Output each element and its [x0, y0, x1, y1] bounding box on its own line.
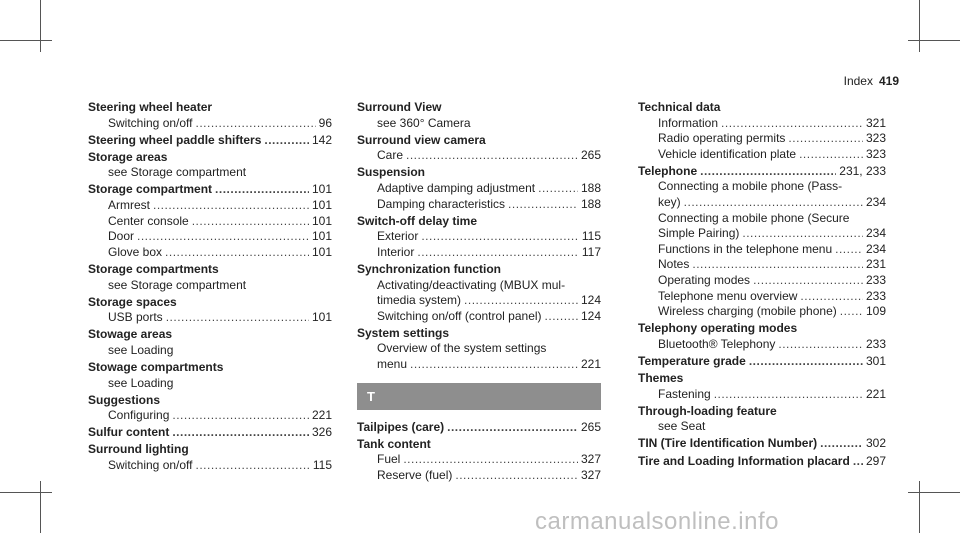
page-reference[interactable]: 96	[318, 115, 332, 130]
dot-leader	[545, 309, 578, 325]
crop-mark	[908, 492, 960, 493]
index-subentry[interactable]	[357, 293, 601, 309]
dot-leader	[753, 273, 863, 289]
page-reference[interactable]: 301	[865, 354, 886, 368]
index-subentry[interactable]	[88, 458, 332, 474]
entry-text: see Loading	[108, 375, 174, 390]
entry-text: Functions in the telephone menu	[658, 241, 833, 256]
dot-leader	[192, 214, 309, 230]
dot-leader	[196, 458, 310, 474]
entry-text: Telephone	[638, 163, 698, 178]
index-subentry	[357, 341, 601, 357]
dot-leader	[172, 425, 309, 441]
dot-leader	[464, 293, 578, 309]
entry-text: Information	[658, 115, 719, 130]
entry-text: Overview of the system settings	[377, 341, 547, 356]
entry-text: System settings	[357, 325, 450, 340]
index-entry	[88, 295, 332, 311]
entry-text: Synchronization function	[357, 261, 501, 276]
entry-text: Glove box	[108, 244, 163, 259]
dot-leader	[137, 229, 309, 245]
index-subentry[interactable]	[638, 304, 886, 320]
entry-text: Surround view camera	[357, 132, 486, 147]
entry-text: Tailpipes (care)	[357, 419, 445, 434]
page-reference[interactable]: 101	[311, 310, 332, 325]
section-letter-bar: T	[357, 383, 601, 410]
entry-text: Stowage areas	[88, 327, 173, 342]
entry-text: Storage spaces	[88, 294, 177, 309]
page-reference[interactable]: 221	[865, 386, 886, 401]
page-reference[interactable]: 302	[865, 436, 886, 451]
entry-text: see 360° Camera	[377, 115, 471, 130]
index-subentry[interactable]	[88, 310, 332, 326]
index-entry	[357, 165, 601, 181]
index-subentry	[88, 165, 332, 181]
crop-mark	[40, 0, 41, 52]
dot-leader	[788, 131, 863, 147]
dot-leader	[700, 164, 836, 180]
entry-text: Switching on/off	[108, 115, 193, 130]
entry-text: Notes	[658, 257, 690, 272]
entry-text: Suspension	[357, 165, 426, 180]
page-reference[interactable]: 321	[865, 115, 886, 130]
dot-leader	[799, 147, 863, 163]
entry-text: Bluetooth® Telephony	[658, 336, 776, 351]
entry-text: Vehicle identification plate	[658, 146, 797, 161]
index-subentry[interactable]	[638, 131, 886, 147]
page-reference[interactable]: 142	[311, 132, 332, 147]
index-entry	[88, 442, 332, 458]
index-entry	[88, 262, 332, 278]
index-entry	[88, 360, 332, 376]
entry-text: Temperature grade	[638, 354, 746, 368]
page-reference[interactable]: 221	[580, 357, 601, 371]
index-entry	[638, 404, 886, 420]
dot-leader	[800, 289, 863, 305]
page-reference[interactable]: 327	[580, 467, 601, 482]
entry-text: Configuring	[108, 408, 170, 423]
page-reference[interactable]: 124	[580, 308, 601, 323]
entry-text: Operating modes	[658, 273, 751, 288]
index-entry[interactable]	[638, 436, 886, 452]
index-entry	[357, 326, 601, 342]
crop-mark	[919, 0, 920, 52]
index-subentry[interactable]	[357, 468, 601, 484]
entry-text: Storage compartment	[88, 182, 213, 197]
entry-text: Tank content	[357, 436, 431, 451]
entry-text: Telephone menu overview	[658, 288, 798, 303]
dot-leader	[749, 354, 863, 370]
index-subentry[interactable]	[357, 357, 601, 373]
entry-text: see Storage compartment	[108, 165, 247, 180]
index-subentry[interactable]	[638, 226, 886, 242]
index-entry	[638, 100, 886, 116]
index-entry	[88, 150, 332, 166]
index-entry	[357, 133, 601, 149]
index-subentry	[638, 179, 886, 195]
entry-text: see Loading	[108, 342, 174, 357]
page-reference[interactable]: 115	[312, 458, 332, 473]
crop-mark	[919, 481, 920, 533]
page-reference[interactable]: 124	[580, 293, 601, 308]
dot-leader	[421, 229, 579, 245]
index-subentry	[638, 211, 886, 227]
entry-text: Switching on/off	[108, 458, 193, 473]
dot-leader	[538, 181, 578, 197]
index-subentry[interactable]	[357, 452, 601, 468]
page-header	[844, 74, 899, 88]
page-reference[interactable]: 101	[311, 244, 332, 259]
entry-text: TIN (Tire Identification Number)	[638, 436, 818, 451]
index-subentry[interactable]	[638, 387, 886, 403]
index-entry[interactable]	[88, 182, 332, 198]
page-number: 419	[878, 74, 899, 88]
dot-leader	[403, 452, 578, 468]
entry-text: Fuel	[377, 452, 401, 467]
dot-leader	[172, 408, 309, 424]
entry-text: Themes	[638, 371, 684, 386]
index-column-3	[638, 100, 886, 469]
index-entry	[638, 321, 886, 337]
index-subentry[interactable]	[638, 195, 886, 211]
index-subentry[interactable]	[638, 289, 886, 305]
entry-text: Steering wheel heater	[88, 100, 213, 114]
entry-text: Stowage compartments	[88, 360, 224, 374]
index-subentry[interactable]	[88, 229, 332, 245]
page-reference[interactable]: 233	[865, 288, 886, 303]
page-reference[interactable]: 101	[311, 229, 332, 244]
dot-leader	[447, 420, 578, 436]
entry-text: USB ports	[108, 310, 163, 325]
index-subentry[interactable]	[638, 147, 886, 163]
entry-text: Through-loading feature	[638, 403, 777, 418]
index-entry	[357, 100, 601, 116]
page-reference[interactable]: 117	[581, 244, 601, 259]
entry-text: Interior	[377, 244, 415, 259]
page-reference[interactable]: 101	[311, 198, 332, 213]
page-reference[interactable]: 188	[580, 180, 601, 195]
index-subentry[interactable]	[357, 245, 601, 261]
index-entry	[88, 327, 332, 343]
entry-text: Technical data	[638, 100, 721, 114]
page-reference[interactable]: 231	[865, 257, 886, 272]
entry-text: Activating/deactivating (MBUX mul-	[377, 277, 566, 292]
entry-text: Door	[108, 229, 135, 244]
entry-text: see Storage compartment	[108, 277, 247, 292]
crop-mark	[40, 481, 41, 533]
entry-text: Sulfur content	[88, 425, 170, 440]
index-subentry[interactable]	[357, 229, 601, 245]
index-entry	[357, 214, 601, 230]
entry-text: Surround View	[357, 100, 442, 114]
index-entry	[357, 437, 601, 453]
entry-text: key)	[658, 195, 681, 210]
entry-text: Exterior	[377, 229, 419, 244]
dot-leader	[406, 148, 578, 164]
index-subentry	[88, 376, 332, 392]
entry-text: Storage compartments	[88, 261, 219, 276]
index-subentry[interactable]	[357, 309, 601, 325]
index-entry	[88, 393, 332, 409]
dot-leader	[684, 195, 863, 211]
entry-text: menu	[377, 357, 408, 371]
header-label: Index	[843, 74, 873, 88]
entry-text: Tire and Loading Information placard	[638, 453, 850, 468]
index-column-2	[357, 100, 601, 483]
dot-leader	[835, 242, 863, 258]
entry-text: Storage areas	[88, 149, 168, 164]
index-subentry	[88, 343, 332, 359]
entry-text: Armrest	[108, 198, 150, 213]
page-reference[interactable]: 265	[580, 419, 601, 434]
index-subentry[interactable]	[638, 116, 886, 132]
dot-leader	[508, 197, 578, 213]
dot-leader	[165, 245, 309, 261]
entry-text: Connecting a mobile phone (Secure	[658, 210, 850, 225]
index-subentry[interactable]	[88, 408, 332, 424]
dot-leader	[714, 387, 863, 403]
entry-text: Radio operating permits	[658, 131, 786, 146]
index-subentry[interactable]	[638, 273, 886, 289]
index-subentry	[357, 116, 601, 132]
index-subentry[interactable]	[357, 148, 601, 164]
entry-text: Simple Pairing)	[658, 226, 740, 241]
entry-text: Telephony operating modes	[638, 321, 798, 336]
index-subentry[interactable]	[638, 257, 886, 273]
entry-text: Steering wheel paddle shifters	[88, 132, 262, 147]
index-entry	[357, 262, 601, 278]
dot-leader	[215, 182, 309, 198]
page-reference[interactable]: 221	[311, 408, 332, 423]
dot-leader	[778, 337, 863, 353]
dot-leader	[410, 357, 578, 373]
entry-text: Surround lighting	[88, 442, 189, 457]
index-subentry[interactable]	[88, 214, 332, 230]
page-reference[interactable]: 233	[865, 336, 886, 351]
page-reference[interactable]: 265	[580, 148, 601, 163]
index-subentry[interactable]	[357, 197, 601, 213]
page-reference[interactable]: 323	[865, 131, 886, 146]
crop-mark	[0, 492, 52, 493]
entry-text: Damping characteristics	[377, 196, 506, 211]
index-entry[interactable]	[357, 420, 601, 436]
index-subentry[interactable]	[638, 337, 886, 353]
index-subentry[interactable]	[88, 245, 332, 261]
dot-leader	[692, 257, 863, 273]
dot-leader	[417, 245, 579, 261]
index-entry[interactable]	[638, 454, 886, 470]
dot-leader	[721, 116, 863, 132]
page-reference[interactable]: 234	[865, 195, 886, 210]
index-subentry	[357, 278, 601, 294]
dot-leader	[153, 198, 309, 214]
entry-text: Fastening	[658, 386, 711, 401]
page-reference[interactable]: 326	[311, 425, 332, 440]
entry-text: Care	[377, 148, 404, 163]
page-reference[interactable]: 323	[865, 146, 886, 161]
page-reference[interactable]: 234	[865, 241, 886, 256]
index-entry[interactable]	[88, 425, 332, 441]
index-entry[interactable]	[88, 133, 332, 149]
index-entry	[638, 371, 886, 387]
page-reference[interactable]: 101	[311, 182, 332, 197]
entry-text: Adaptive damping adjustment	[377, 180, 536, 195]
entry-text: Suggestions	[88, 392, 161, 407]
index-column-1	[88, 100, 332, 474]
page-reference[interactable]: 109	[865, 304, 886, 319]
entry-text: Center console	[108, 213, 189, 228]
watermark: carmanualsonline.info	[535, 508, 779, 535]
dot-leader	[455, 468, 578, 484]
entry-text: Wireless charging (mobile phone)	[658, 304, 837, 319]
index-subentry[interactable]	[88, 116, 332, 132]
dot-leader	[196, 116, 316, 132]
entry-text: Switching on/off (control panel)	[377, 308, 542, 323]
page-reference[interactable]: 231, 233	[839, 163, 886, 178]
index-subentry	[88, 278, 332, 294]
dot-leader	[166, 310, 309, 326]
page-reference[interactable]: 101	[311, 213, 332, 228]
entry-text: Switch-off delay time	[357, 213, 478, 228]
index-subentry[interactable]	[88, 198, 332, 214]
index-subentry	[638, 419, 886, 435]
dot-leader	[840, 304, 863, 320]
page-reference[interactable]: 327	[580, 452, 601, 467]
page-reference[interactable]: 234	[865, 226, 886, 241]
index-entry[interactable]	[638, 354, 886, 370]
dot-leader	[264, 133, 309, 149]
index-subentry[interactable]	[638, 242, 886, 258]
dot-leader	[853, 454, 863, 470]
entry-text: see Seat	[658, 419, 706, 434]
page-reference[interactable]: 188	[580, 196, 601, 211]
entry-text: Connecting a mobile phone (Pass-	[658, 179, 843, 194]
index-entry[interactable]	[638, 164, 886, 180]
page-reference[interactable]: 297	[865, 453, 886, 468]
dot-leader	[742, 226, 863, 242]
index-entry	[88, 100, 332, 116]
crop-mark	[908, 40, 960, 41]
page-reference[interactable]: 233	[865, 273, 886, 288]
page-reference[interactable]: 115	[581, 229, 601, 244]
crop-mark	[0, 40, 52, 41]
entry-text: Reserve (fuel)	[377, 467, 453, 482]
index-subentry[interactable]	[357, 181, 601, 197]
entry-text: timedia system)	[377, 293, 462, 308]
dot-leader	[820, 436, 863, 452]
